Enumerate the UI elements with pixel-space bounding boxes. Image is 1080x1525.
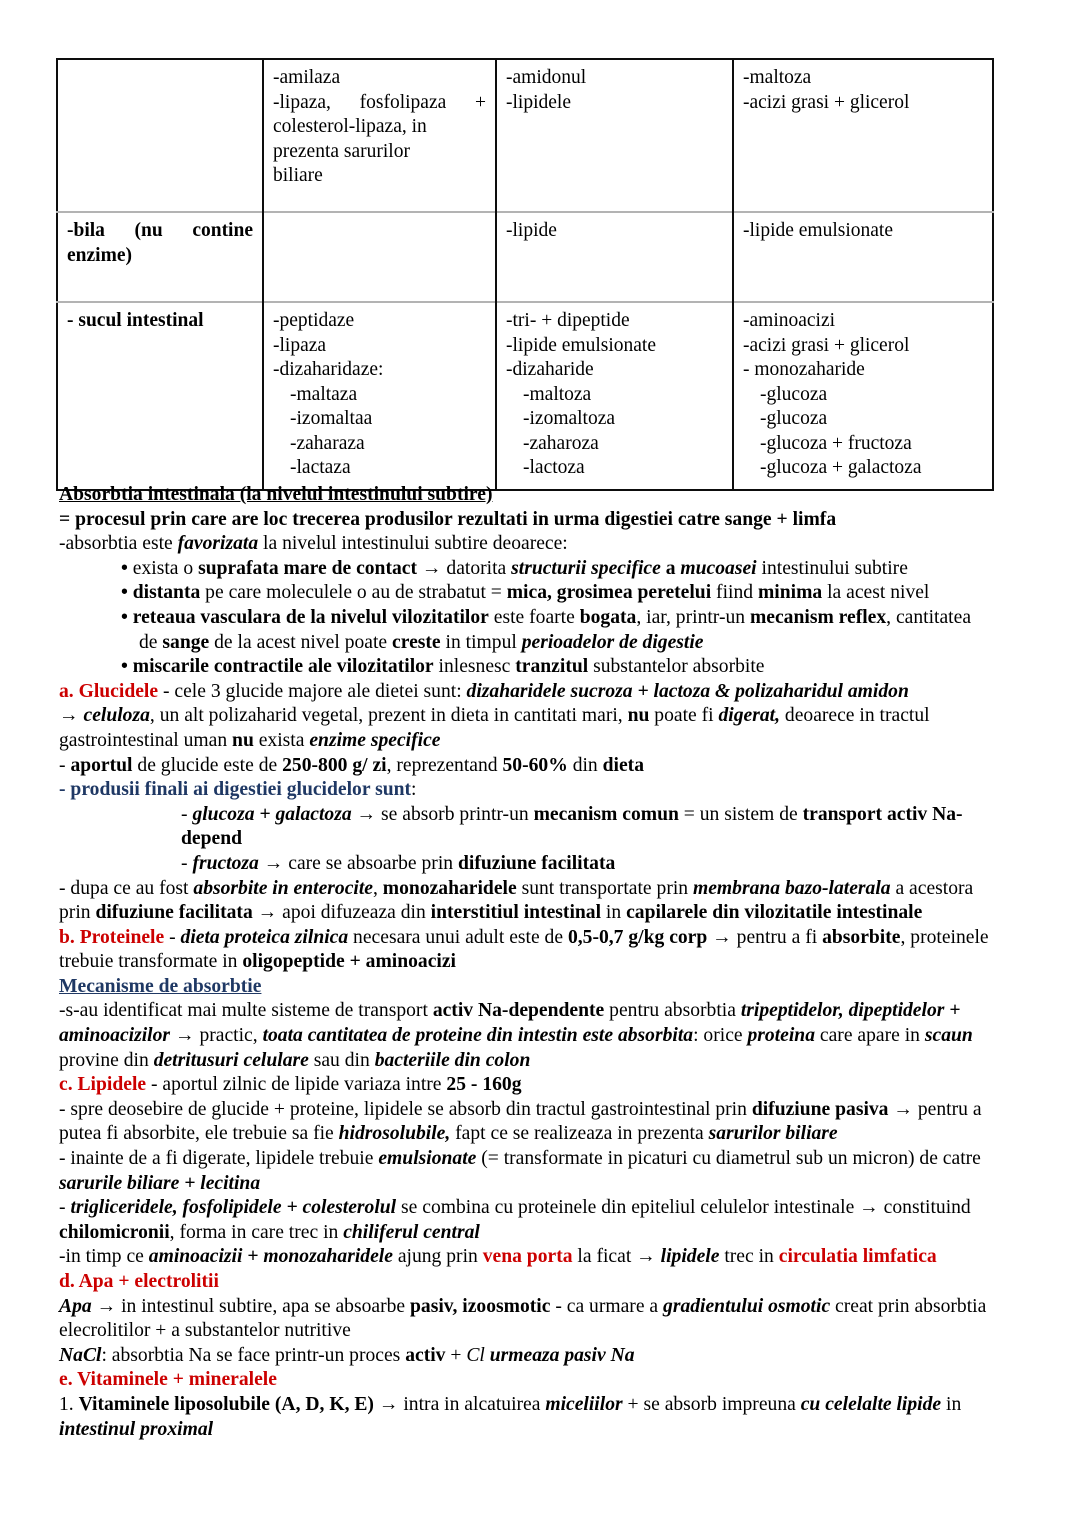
- para-lipide-8-seg-3: vena porta: [482, 1246, 573, 1268]
- product-item: -maltoza: [743, 67, 812, 88]
- heading-mecanisme: [59, 975, 1000, 1000]
- para-proteine-5-seg-0: provine din: [59, 1049, 154, 1071]
- para-lipide-3-seg-1: hidrosolubile,: [338, 1123, 451, 1145]
- para-apa-1-seg-4: gradientului osmotic: [663, 1295, 831, 1317]
- para-vitamine-1-seg-6: in: [941, 1393, 962, 1415]
- enzyme-item: -dizaharidaze:: [273, 359, 384, 380]
- para-proteine-4-seg-6: scaun: [924, 1025, 973, 1047]
- bullet-vascular-cont-seg-3: creste: [392, 631, 441, 653]
- para-apa-3: [59, 1344, 1000, 1369]
- para-proteine-4-seg-0: aminoacizilor: [59, 1025, 171, 1047]
- para-lipide-1-seg-0: - aportul zilnic de lipide variaza intre: [146, 1074, 447, 1096]
- para-vitamine-2-seg-0: intestinul proximal: [59, 1418, 214, 1440]
- bullet-contractions-seg-2: tranzitul: [515, 656, 589, 678]
- para-lipide-8-seg-1: aminoacizii + monozaharidele: [148, 1246, 393, 1268]
- para-proteine-2: [59, 950, 1000, 975]
- para-glucide-7-seg-5: capilarele din vilozitatile intestinale: [626, 902, 923, 924]
- para-glucide-4-seg-0: -: [59, 754, 71, 776]
- intro-emphasis: favorizata: [177, 533, 259, 555]
- para-glucide-4-seg-7: dieta: [602, 754, 644, 776]
- intro-pre: -absorbtia este: [59, 533, 178, 555]
- enzyme-item: colesterol-lipaza, in: [273, 116, 427, 137]
- bullet-list: [59, 557, 1000, 680]
- para-glucide-2: [59, 704, 1000, 729]
- product-item: -aminoacizi: [743, 310, 836, 331]
- para-proteine-4-seg-3: : orice: [693, 1025, 748, 1047]
- enzyme-item: prezenta sarurilor: [273, 140, 410, 162]
- product-sub-item: -glucoza + galactoza: [760, 457, 922, 478]
- cell-products-2: [733, 212, 993, 302]
- para-glucide-7-seg-0: prin: [59, 902, 96, 924]
- bullet-vascular-seg-4: mecanism reflex: [749, 606, 887, 628]
- cell-substrate-1: [496, 59, 733, 212]
- para-lipide-3-seg-3: sarurilor biliare: [708, 1123, 838, 1145]
- substrate-sub-item: -maltoza: [523, 383, 592, 405]
- para-vitamine-1-seg-1: Vitaminele liposolubile (A, D, K, E): [78, 1393, 374, 1415]
- bullet-vascular-cont-seg-2: de la acest nivel poate: [209, 631, 393, 653]
- source-line: - sucul intestinal: [67, 310, 204, 331]
- substrate-item: -tri- + dipeptide: [506, 310, 630, 331]
- para-vitamine-1-seg-5: cu celelalte lipide: [800, 1393, 942, 1415]
- para-glucide-sub1-seg-4: = un sistem de: [678, 803, 803, 825]
- bullet-vascular-cont-seg-5: perioadelor de digestie: [521, 631, 704, 653]
- para-glucide-3-seg-0: gastrointestinal uman: [59, 729, 233, 751]
- para-apa-3-seg-0: NaCl: [59, 1344, 102, 1366]
- bullet-marker-icon: •: [121, 606, 133, 628]
- para-apa-1-seg-0: Apa: [59, 1295, 92, 1317]
- enzyme-item: -peptidaze: [273, 310, 355, 331]
- para-apa-1-seg-1: → in intestinul subtire, apa se absoarbe: [91, 1295, 410, 1317]
- para-lipide-8-seg-0: -in timp ce: [59, 1246, 149, 1268]
- page-title: Absorbtia intestinala (la nivelul intestinului subtire): [59, 484, 493, 505]
- para-glucide-1-seg-0: - cele 3 glucide majore ale dietei sunt:: [158, 680, 467, 702]
- para-lipide-2-seg-1: difuziune pasiva: [751, 1098, 889, 1120]
- bullet-marker-icon: •: [121, 582, 133, 604]
- enzyme-sub-item: -zaharaza: [290, 432, 365, 454]
- cell-products-1: [733, 59, 993, 212]
- para-apa-1-seg-2: pasiv, izoosmotic: [410, 1295, 551, 1317]
- para-apa-1: [59, 1295, 1000, 1320]
- para-glucide-6-seg-4: sunt transportate prin: [516, 877, 693, 899]
- para-lipide-6-seg-2: se combina cu proteinele din epiteliul celulelor intestinale → constituind: [396, 1197, 971, 1219]
- para-proteine-1-seg-1: dieta proteica zilnica: [180, 926, 349, 948]
- para-glucide-2-seg-0: →: [59, 705, 84, 727]
- para-glucide-sub1-seg-0: -: [181, 803, 193, 825]
- enzyme-sub-item: -izomaltaa: [290, 408, 373, 429]
- para-lipide-5-seg-0: sarurile biliare + lecitina: [59, 1172, 261, 1194]
- para-glucide-6-seg-3: monozaharidele: [382, 877, 517, 899]
- para-proteine-3: [59, 999, 1000, 1024]
- bullet-surface-seg-6: intestinului subtire: [756, 557, 908, 579]
- para-glucide-7-seg-3: interstitiul intestinal: [430, 902, 602, 924]
- cell-products-3: [733, 302, 993, 490]
- bullet-contractions-seg-0: miscarile contractile ale vilozitatilor: [132, 656, 434, 678]
- para-lipide-7-seg-1: , forma in care trec in: [169, 1221, 344, 1243]
- substrate-sub-item: -izomaltoza: [523, 408, 616, 429]
- table-row: [57, 212, 993, 302]
- para-glucide-3-seg-1: nu: [232, 729, 254, 751]
- document-body: [59, 483, 1000, 1442]
- para-glucide-sub2-seg-2: → care se absoarbe prin: [258, 852, 458, 874]
- bullet-surface: [121, 557, 1000, 582]
- para-apa-2: [59, 1319, 1000, 1344]
- para-lipide-4-seg-2: (= transformate in picaturi cu diametrul sub un micron) de catre: [476, 1148, 981, 1170]
- bullet-marker-icon: •: [121, 557, 133, 579]
- para-proteine-1-seg-6: , proteinele: [900, 926, 989, 948]
- bullet-surface-seg-0: exista o: [132, 557, 199, 579]
- definition-line: = procesul prin care are loc trecerea produsilor rezultati in urma digestiei catre sange + limfa: [59, 508, 837, 530]
- section-apa-label-line: [59, 1270, 1000, 1295]
- para-lipide-1: [59, 1073, 1000, 1098]
- para-glucide-7-seg-1: difuziune facilitata: [95, 902, 253, 924]
- para-proteine-3-seg-2: pentru absorbtia: [604, 1000, 741, 1022]
- cell-enzymes-2: [263, 212, 496, 302]
- para-lipide-7: [59, 1221, 1000, 1246]
- bullet-distance-seg-5: la acest nivel: [822, 582, 930, 604]
- para-apa-2-seg-0: elecrolitilor + a substantelor nutritive: [59, 1320, 351, 1342]
- para-glucide-sub2: [181, 852, 1000, 877]
- para-glucide-1: [59, 680, 1000, 705]
- intro-line: [59, 532, 1000, 557]
- para-glucide-sub1: [181, 803, 1000, 852]
- digestion-table: [56, 58, 994, 491]
- cell-source-3: [57, 302, 263, 490]
- bullet-surface-seg-1: suprafata mare de contact: [198, 557, 417, 579]
- bullet-vascular-seg-1: este foarte: [488, 606, 580, 628]
- bullet-surface-seg-3: structurii specifice: [511, 557, 661, 579]
- para-glucide-6-seg-6: a acestora: [890, 877, 974, 899]
- para-glucide-4-seg-2: de glucide este de: [132, 754, 283, 776]
- enzyme-item: [273, 91, 486, 116]
- para-proteine-1: [59, 926, 1000, 951]
- para-vitamine-1-seg-3: miceliilor: [545, 1393, 623, 1415]
- para-glucide-3-seg-3: enzime specifice: [309, 729, 441, 751]
- product-item: -acizi grasi + glicerol: [743, 334, 910, 356]
- para-proteine-5: [59, 1049, 1000, 1074]
- section-apa-label: d. Apa + electrolitii: [59, 1271, 219, 1292]
- para-lipide-6: [59, 1196, 1000, 1221]
- para-glucide-2-seg-1: celuloza: [83, 705, 150, 727]
- para-proteine-5-seg-2: sau din: [308, 1049, 375, 1071]
- para-glucide-4-seg-6: din: [567, 754, 603, 776]
- table-row: [57, 302, 993, 490]
- para-glucide-7-seg-2: → apoi difuzeaza din: [252, 902, 431, 924]
- para-glucide-3-seg-2: exista: [253, 729, 310, 751]
- bullet-surface-seg-4: a: [660, 557, 681, 579]
- bullet-distance-seg-0: distanta: [132, 582, 201, 604]
- para-vitamine-1-seg-0: 1.: [59, 1393, 79, 1415]
- para-glucide-7-seg-4: in: [601, 902, 627, 924]
- table-row: [57, 59, 993, 212]
- para-proteine-4: [59, 1024, 1000, 1049]
- sections-host: [59, 680, 1000, 1442]
- bullet-distance: [121, 581, 1000, 606]
- product-item: -lipide emulsionate: [743, 220, 894, 241]
- para-glucide-5-seg-1: :: [411, 779, 417, 801]
- para-glucide-6-seg-5: membrana bazo-laterala: [692, 877, 891, 899]
- para-lipide-3-seg-2: fapt ce se realizeaza in prezenta: [450, 1123, 709, 1145]
- para-apa-3-seg-1: : absorbtia Na se face printr-un proces: [101, 1344, 406, 1366]
- bullet-vascular-cont-seg-1: sange: [162, 631, 210, 653]
- para-proteine-1-seg-2: necesara unui adult este de: [348, 926, 568, 948]
- para-proteine-4-seg-5: care apare in: [815, 1025, 925, 1047]
- para-glucide-2-seg-3: nu: [627, 705, 650, 727]
- bullet-surface-seg-5: mucoasei: [680, 557, 757, 579]
- section-vitamine-label-line: [59, 1368, 1000, 1393]
- enzyme-sub-item: -lactaza: [290, 457, 351, 478]
- para-proteine-1-seg-5: absorbite: [822, 926, 901, 948]
- product-sub-item: -glucoza: [760, 383, 828, 405]
- cell-enzymes-1: [263, 59, 496, 212]
- substrate-item: -amidonul: [506, 67, 587, 88]
- para-vitamine-1-seg-2: → intra in alcatuirea: [373, 1393, 546, 1415]
- para-proteine-1-seg-0: -: [164, 926, 181, 948]
- para-glucide-4-seg-5: 50-60%: [502, 754, 568, 776]
- para-glucide-sub2-seg-0: -: [181, 852, 193, 874]
- bullet-contractions-seg-1: inlesnesc: [433, 656, 516, 678]
- bullet-distance-seg-2: mica, grosimea peretelui: [506, 582, 712, 604]
- cell-source-1: [57, 59, 263, 212]
- enzyme-part: fosfolipaza: [359, 91, 447, 113]
- para-vitamine-2: [59, 1418, 1000, 1443]
- para-glucide-4: [59, 754, 1000, 779]
- para-glucide-sub2-seg-3: difuziune facilitata: [457, 852, 616, 874]
- bullet-contractions: [121, 655, 1000, 680]
- intro-post: la nivelul intestinului subtire deoarece:: [258, 533, 568, 555]
- product-item: -acizi grasi + glicerol: [743, 91, 910, 113]
- bullet-vascular-seg-3: , iar, printr-un: [636, 606, 750, 628]
- enzyme-sub-item: -maltaza: [290, 383, 358, 405]
- substrate-sub-item: -zaharoza: [523, 432, 599, 454]
- para-lipide-4-seg-1: emulsionate: [378, 1148, 477, 1170]
- para-vitamine-1: [59, 1393, 1000, 1418]
- bullet-contractions-seg-3: substantelor absorbite: [588, 656, 765, 678]
- para-apa-3-seg-4: Cl: [466, 1344, 485, 1366]
- para-lipide-6-seg-1: trigliceridele, fosfolipidele + colesterolul: [70, 1197, 397, 1219]
- para-apa-3-seg-6: urmeaza pasiv Na: [489, 1344, 635, 1366]
- para-lipide-2: [59, 1098, 1000, 1123]
- enzyme-item: -amilaza: [273, 67, 341, 88]
- para-lipide-4-seg-0: - inainte de a fi digerate, lipidele trebuie: [59, 1148, 379, 1170]
- para-glucide-2-seg-5: digerat,: [718, 705, 780, 727]
- para-proteine-2-seg-1: oligopeptide + aminoacizi: [242, 951, 456, 973]
- para-glucide-sub1-seg-1: glucoza + galactoza: [192, 803, 352, 825]
- substrate-sub-item: -lactoza: [523, 457, 585, 478]
- enzyme-item: -lipaza: [273, 334, 327, 356]
- para-lipide-2-seg-2: → pentru a: [888, 1098, 982, 1120]
- heading-mecanisme-seg-0: Mecanisme de absorbtie: [59, 975, 262, 997]
- para-glucide-sub1-seg-5: transport activ Na-depend: [181, 803, 963, 850]
- para-proteine-1-seg-4: → pentru a fi: [707, 926, 823, 948]
- para-glucide-6-seg-1: absorbite in enterocite: [193, 877, 373, 899]
- para-lipide-5: [59, 1172, 1000, 1197]
- para-glucide-sub1-seg-3: mecanism comun: [533, 803, 679, 825]
- para-glucide-4-seg-1: aportul: [70, 754, 133, 776]
- para-proteine-3-seg-3: tripeptidelor, dipeptidelor +: [740, 1000, 961, 1022]
- product-item: - monozaharide: [743, 359, 865, 380]
- bullet-vascular-seg-2: bogata: [579, 606, 637, 628]
- bullet-vascular: [121, 606, 1000, 631]
- section-glucide-label: a. Glucidele: [59, 680, 159, 702]
- section-vitamine-label: e. Vitaminele + mineralele: [59, 1369, 277, 1391]
- para-lipide-2-seg-0: - spre deosebire de glucide + proteine, lipidele se absorb din tractul gastrointestinal prin: [59, 1098, 752, 1120]
- bullet-vascular-seg-5: , cantitatea: [886, 606, 972, 628]
- section-lipide-label: c. Lipidele: [59, 1074, 147, 1096]
- para-lipide-8: [59, 1245, 1000, 1270]
- cell-enzymes-3: [263, 302, 496, 490]
- substrate-item: -lipide emulsionate: [506, 334, 657, 356]
- para-proteine-3-seg-1: activ Na-dependente: [432, 1000, 605, 1022]
- substrate-item: -lipidele: [506, 91, 571, 113]
- para-glucide-2-seg-4: poate fi: [649, 705, 719, 727]
- para-apa-1-seg-5: creat prin absorbtia: [830, 1295, 987, 1317]
- substrate-item: -dizaharide: [506, 359, 594, 380]
- para-glucide-sub1-seg-2: → se absorb printr-un: [351, 803, 534, 825]
- para-lipide-7-seg-0: chilomicronii: [59, 1221, 170, 1243]
- source-line: [67, 219, 253, 244]
- para-glucide-5-seg-0: - produsii finali ai digestiei glucidelor sunt: [59, 779, 412, 801]
- bullet-distance-seg-3: fiind: [711, 582, 758, 604]
- para-proteine-2-seg-0: trebuie transformate in: [59, 951, 243, 973]
- para-glucide-4-seg-3: 250-800 g/ zi: [282, 754, 387, 776]
- para-lipide-8-seg-4: la ficat →: [572, 1246, 661, 1268]
- source-line: enzime): [67, 244, 132, 266]
- para-glucide-6-seg-2: ,: [373, 877, 383, 899]
- enzyme-part: +: [475, 91, 486, 113]
- substrate-item: -lipide: [506, 220, 557, 241]
- para-proteine-4-seg-2: toata cantitatea de proteine din intestin este absorbita: [262, 1025, 694, 1047]
- para-lipide-7-seg-2: chiliferul central: [343, 1221, 480, 1243]
- source-part: contine: [192, 220, 253, 241]
- para-glucide-sub2-seg-1: fructoza: [192, 852, 259, 874]
- para-glucide-5: [59, 778, 1000, 803]
- bullet-vascular-cont-seg-0: de: [139, 631, 163, 653]
- para-glucide-7: [59, 901, 1000, 926]
- para-lipide-8-seg-5: lipidele: [660, 1246, 720, 1268]
- bullet-distance-seg-1: pe care moleculele o au de strabatut =: [200, 582, 507, 604]
- bullet-vascular-cont-seg-4: in timpul: [440, 631, 522, 653]
- bullet-vascular-seg-0: reteaua vasculara de la nivelul vilozitatilor: [132, 606, 489, 628]
- para-apa-1-seg-3: - ca urmare a: [550, 1295, 664, 1317]
- para-apa-3-seg-2: activ: [405, 1344, 446, 1366]
- bullet-surface-seg-2: → datorita: [417, 557, 512, 579]
- cell-substrate-2: [496, 212, 733, 302]
- para-glucide-6: [59, 877, 1000, 902]
- para-proteine-5-seg-1: detritusuri celulare: [153, 1049, 309, 1071]
- para-lipide-4: [59, 1147, 1000, 1172]
- para-lipide-6-seg-0: -: [59, 1197, 71, 1219]
- para-lipide-3: [59, 1122, 1000, 1147]
- bullet-vascular-cont: [139, 631, 1000, 656]
- bullet-marker-icon: •: [121, 656, 133, 678]
- para-apa-3-seg-3: +: [445, 1344, 467, 1366]
- cell-substrate-3: [496, 302, 733, 490]
- section-proteine-label: b. Proteinele: [59, 926, 165, 948]
- para-lipide-8-seg-7: circulatia limfatica: [778, 1246, 937, 1268]
- para-glucide-2-seg-6: deoarece in tractul: [780, 705, 930, 727]
- source-part: -bila: [67, 220, 105, 241]
- para-proteine-1-seg-3: 0,5-0,7 g/kg corp: [567, 926, 708, 948]
- para-glucide-3: [59, 729, 1000, 754]
- para-glucide-2-seg-2: , un alt polizaharid vegetal, prezent in dieta in cantitati mari,: [149, 705, 628, 727]
- digestion-table-wrapper: [56, 58, 992, 491]
- enzyme-item: biliare: [273, 165, 323, 186]
- para-glucide-6-seg-0: - dupa ce au fost: [59, 877, 194, 899]
- para-proteine-4-seg-1: → practic,: [170, 1025, 263, 1047]
- para-glucide-4-seg-4: , reprezentand: [386, 754, 503, 776]
- para-lipide-1-seg-1: 25 - 160g: [446, 1074, 522, 1096]
- para-lipide-8-seg-6: trec in: [719, 1246, 779, 1268]
- cell-source-2: [57, 212, 263, 302]
- para-glucide-1-seg-1: dizaharidele sucroza + lactoza & polizaharidul amidon: [466, 680, 909, 702]
- para-proteine-4-seg-4: proteina: [747, 1025, 815, 1047]
- para-proteine-5-seg-3: bacteriile din colon: [374, 1049, 531, 1071]
- product-sub-item: -glucoza + fructoza: [760, 432, 912, 454]
- product-sub-item: -glucoza: [760, 408, 828, 429]
- para-lipide-3-seg-0: putea fi absorbite, ele trebuie sa fie: [59, 1123, 339, 1145]
- para-vitamine-1-seg-4: + se absorb impreuna: [622, 1393, 801, 1415]
- source-part: (nu: [134, 220, 163, 241]
- bullet-distance-seg-4: minima: [757, 582, 823, 604]
- enzyme-part: -lipaza,: [273, 91, 331, 113]
- para-proteine-3-seg-0: -s-au identificat mai multe sisteme de transport: [59, 1000, 433, 1022]
- para-lipide-8-seg-2: ajung prin: [392, 1246, 483, 1268]
